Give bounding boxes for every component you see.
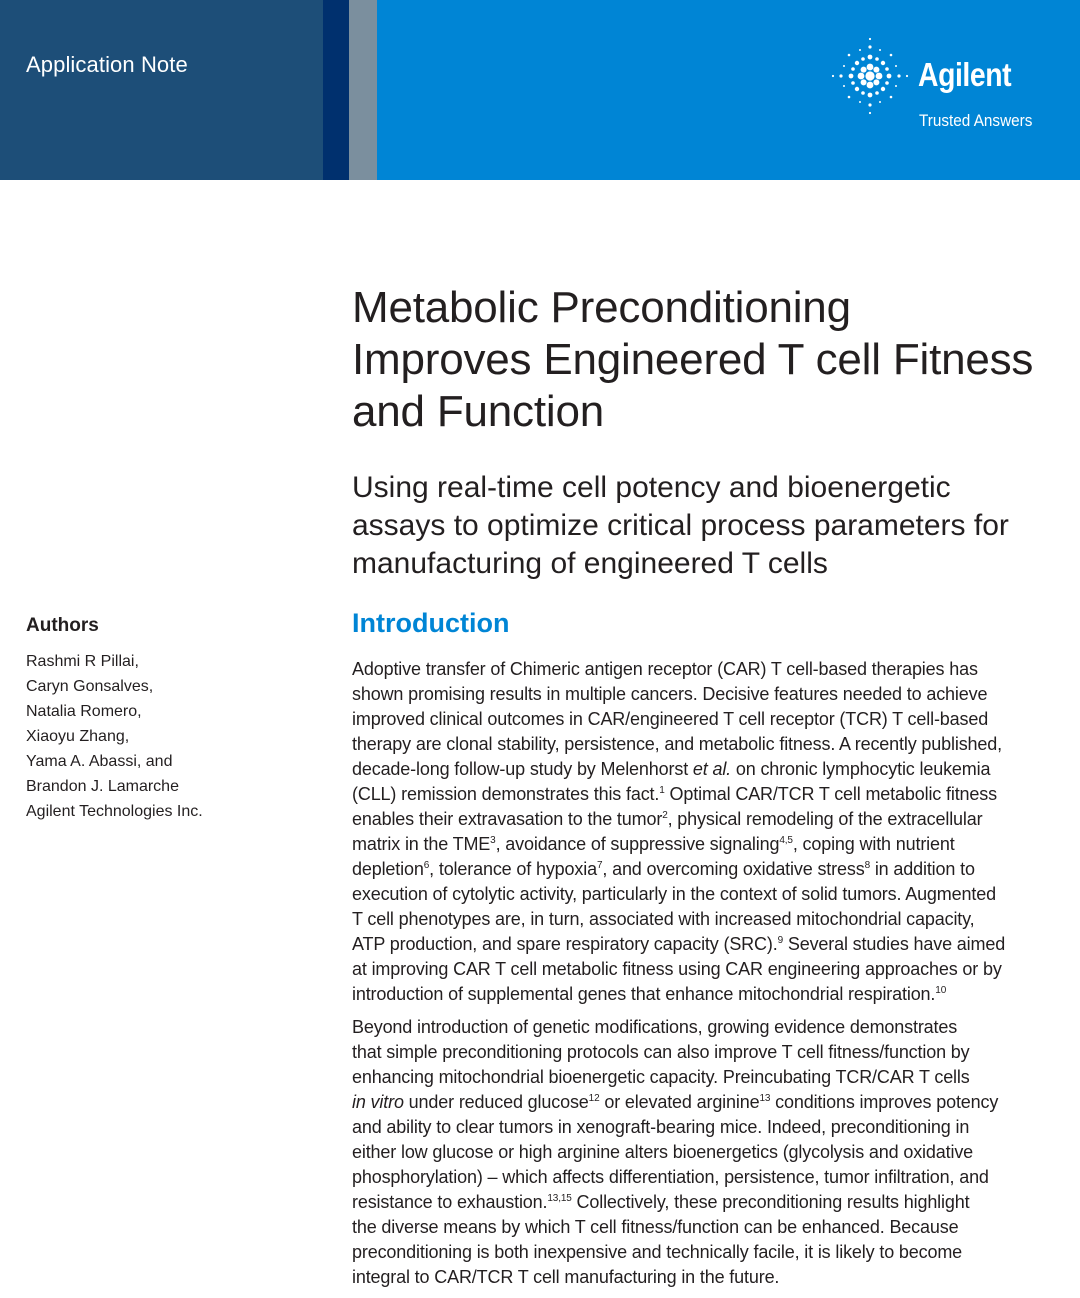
text-run: either low glucose or high arginine alters bioenergetics (glycolysis and oxidative bbox=[352, 1142, 974, 1162]
text-run: , physical remodeling of the extracellular bbox=[667, 809, 983, 829]
italic-text: et al. bbox=[692, 759, 732, 779]
text-run: ATP production, and spare respiratory capacity (SRC). bbox=[352, 934, 778, 954]
citation-superscript: 8 bbox=[864, 860, 870, 871]
text-run: in addition to bbox=[869, 859, 975, 879]
text-run: Collectively, these preconditioning results highlight bbox=[571, 1192, 970, 1212]
text-run: Optimal CAR/TCR T cell metabolic fitness bbox=[664, 784, 997, 804]
text-run: on chronic lymphocytic leukemia bbox=[731, 759, 991, 779]
text-run: preconditioning is both inexpensive and technically facile, it is likely to become bbox=[352, 1242, 963, 1262]
text-run: therapy are clonal stability, persistence, and metabolic fitness. A recently published, bbox=[352, 734, 1002, 754]
italic-text: in vitro bbox=[352, 1092, 404, 1112]
text-run: resistance to exhaustion. bbox=[352, 1192, 548, 1212]
text-run: matrix in the TME bbox=[352, 834, 491, 854]
text-run: , avoidance of suppressive signaling bbox=[495, 834, 780, 854]
text-run: under reduced glucose bbox=[403, 1092, 589, 1112]
agilent-spark-icon bbox=[830, 36, 910, 116]
citation-superscript: 13,15 bbox=[547, 1193, 572, 1204]
text-run: depletion bbox=[352, 859, 424, 879]
text-run: Several studies have aimed bbox=[783, 934, 1006, 954]
header-navy-stripe bbox=[323, 0, 349, 180]
introduction-paragraph bbox=[352, 657, 1052, 1007]
document-title bbox=[352, 282, 1052, 438]
author-name: Rashmi R Pillai, bbox=[26, 653, 139, 670]
citation-superscript: 7 bbox=[596, 860, 603, 871]
author-name: Caryn Gonsalves, bbox=[26, 678, 154, 695]
text-run: decade-long follow-up study by Melenhorst bbox=[352, 759, 693, 779]
text-run: shown promising results in multiple cancers. Decisive features needed to achieve bbox=[352, 684, 988, 704]
authors-heading: Authors bbox=[26, 615, 99, 636]
citation-superscript: 6 bbox=[423, 860, 430, 871]
text-run: execution of cytolytic activity, particularly in the context of solid tumors. Augmented bbox=[352, 884, 996, 904]
header-band bbox=[0, 0, 1080, 180]
citation-superscript: 10 bbox=[935, 985, 947, 996]
text-run: enhancing mitochondrial bioenergetic capacity. Preincubating TCR/CAR T cells bbox=[352, 1067, 970, 1087]
title-line: and Function bbox=[352, 387, 604, 436]
logo-tagline: Trusted Answers bbox=[919, 111, 1033, 130]
text-run: conditions improves potency bbox=[770, 1092, 999, 1112]
introduction-heading: Introduction bbox=[352, 608, 510, 638]
header-gray-stripe bbox=[349, 0, 377, 180]
text-run: T cell phenotypes are, in turn, associated with increased mitochondrial capacity, bbox=[352, 909, 975, 929]
citation-superscript: 4,5 bbox=[779, 835, 793, 846]
text-run: Adoptive transfer of Chimeric antigen receptor (CAR) T cell-based therapies has bbox=[352, 659, 978, 679]
header-dark-panel bbox=[0, 0, 323, 180]
author-name: Yama A. Abassi, and bbox=[26, 753, 173, 770]
authors-list bbox=[26, 649, 203, 824]
author-affiliation: Agilent Technologies Inc. bbox=[26, 803, 203, 820]
text-run: that simple preconditioning protocols can also improve T cell fitness/function by bbox=[352, 1042, 970, 1062]
author-name: Brandon J. Lamarche bbox=[26, 778, 179, 795]
citation-superscript: 3 bbox=[490, 835, 496, 846]
citation-superscript: 2 bbox=[662, 810, 668, 821]
document-type-label: Application Note bbox=[26, 52, 188, 77]
author-name: Natalia Romero, bbox=[26, 703, 142, 720]
text-run: (CLL) remission demonstrates this fact. bbox=[352, 784, 660, 804]
introduction-paragraph bbox=[352, 1015, 1052, 1290]
text-run: or elevated arginine bbox=[599, 1092, 760, 1112]
text-run: enables their extravasation to the tumor bbox=[352, 809, 663, 829]
text-run: , and overcoming oxidative stress bbox=[602, 859, 865, 879]
citation-superscript: 12 bbox=[588, 1093, 600, 1104]
logo-wordmark: Agilent bbox=[918, 56, 1012, 93]
text-run: Beyond introduction of genetic modifications, growing evidence demonstrates bbox=[352, 1017, 958, 1037]
title-line: Metabolic Preconditioning bbox=[352, 283, 851, 332]
introduction-body bbox=[352, 657, 1052, 1298]
citation-superscript: 9 bbox=[777, 935, 783, 946]
text-run: at improving CAR T cell metabolic fitness using CAR engineering approaches or by bbox=[352, 959, 1002, 979]
text-run: introduction of supplemental genes that enhance mitochondrial respiration. bbox=[352, 984, 936, 1004]
subtitle-line: Using real-time cell potency and bioenergetic bbox=[352, 471, 951, 504]
document-subtitle bbox=[352, 469, 1052, 583]
text-run: , tolerance of hypoxia bbox=[429, 859, 597, 879]
citation-superscript: 1 bbox=[659, 785, 665, 796]
title-line: Improves Engineered T cell Fitness bbox=[352, 335, 1034, 384]
subtitle-line: assays to optimize critical process parameters for bbox=[352, 509, 1009, 542]
subtitle-line: manufacturing of engineered T cells bbox=[352, 547, 828, 580]
text-run: integral to CAR/TCR T cell manufacturing in the future. bbox=[352, 1267, 780, 1287]
citation-superscript: 13 bbox=[759, 1093, 771, 1104]
text-run: and ability to clear tumors in xenograft-bearing mice. Indeed, preconditioning in bbox=[352, 1117, 970, 1137]
text-run: the diverse means by which T cell fitness/function can be enhanced. Because bbox=[352, 1217, 959, 1237]
text-run: , coping with nutrient bbox=[792, 834, 955, 854]
text-run: phosphorylation) – which affects differentiation, persistence, tumor infiltration, and bbox=[352, 1167, 989, 1187]
author-name: Xiaoyu Zhang, bbox=[26, 728, 130, 745]
text-run: improved clinical outcomes in CAR/engineered T cell receptor (TCR) T cell-based bbox=[352, 709, 989, 729]
